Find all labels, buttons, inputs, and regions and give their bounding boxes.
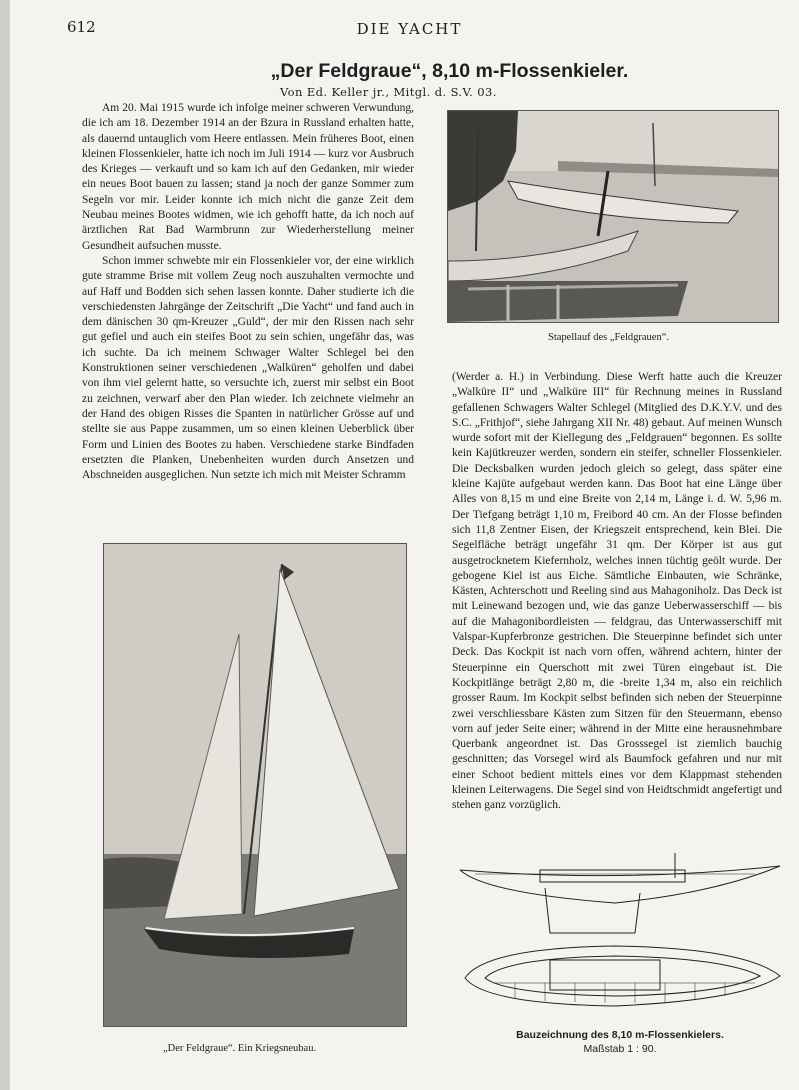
- right-text-column: [452, 370, 782, 814]
- page-edge: [0, 0, 10, 1090]
- article-byline: Von Ed. Keller jr., Mitgl. d. S.V. 03.: [280, 85, 497, 99]
- paragraph-3: (Werder a. H.) in Verbindung. Diese Werft hatte auch die Kreuzer „Walküre II“ und „Walküre III“ für Rechnung meines in Russland gefallenen Schwagers Walter Schlegel (Mitglied des D.K.Y.V. und des S.C. „Frithjof“, siehe Jahrgang XII Nr. 48) gebaut. Auf meinen Wunsch wurde sofort mit der Kiellegung des „Feldgrauen“ begonnen. Es sollte kein Kajütkreuzer werden, sondern ein steifer, schneller Flossenkieler. Die Decksbalken wurden jedoch gleich so gelegt, dass später eine kleine Kajüte aufgebaut werden kann. Das Boot hat eine Länge über Alles von 8,15 m und eine Breite von 2,14 m, Länge i. d. W. 5,96 m. Der Tiefgang beträgt 1,10 m, Freibord 40 cm. An der Flosse befinden sich 11,8 Zentner Eisen, der Kriegszeit entsprechend, kein Blei. Die Segelfläche beträgt ungefähr 31 qm. Der Körper ist aus gut ausgetrocknetem Kiefernholz, welches innen tüchtig geölt wurde. Der gebogene Kiel ist aus Eiche. Sämtliche Einbauten, wie Schränke, Kästen, Achterschott und Reeling sind aus Mahagoniholz. Das Deck ist mit Leinewand bezogen und, wie das ganze Ueberwasserschiff — bis auf die Mahagonibordleisten — feldgrau, das Unterwasserschiff mit Valspar-Kupferbronze gestrichen. Die Steuerpinne befindet sich unter Deck. Das Kockpit ist nach vorn offen, während achtern, hinter der Steuerpinne ein Querschott mit zwei Türen eingebaut ist. Die Kockpitlänge beträgt 2,80 m, die -breite 1,34 m, also ein reichlich grosser Raum. Im Kockpit selbst befinden sich neben der Steuerpinne zwei verschliessbare Kästen zum Sitzen für den Steuermann, ebenso vorn auf jeder Seite einer; während in der Mitte eine herausnehmbare Querbank angeordnet ist. Das Grosssegel ist ziemlich bauchig geschnitten; das Vorsegel wird als Baumfock gefahren und nur mit einer Schoot bedient mittels eines vor dem Klappmast stehenden kleinen Leiterwagens. Die Segel sind von Heidtschmidt angefertigt und stehen ganz vorzüglich.: [452, 371, 782, 812]
- launch-photo: [447, 110, 779, 323]
- journal-title: DIE YACHT: [356, 20, 463, 38]
- drawing-caption-scale: Maßstab 1 : 90.: [583, 1043, 657, 1055]
- sailing-photo: [103, 543, 407, 1027]
- sailing-photo-caption: „Der Feldgraue“. Ein Kriegsneubau.: [163, 1043, 317, 1054]
- launch-photo-caption: Stapellauf des „Feldgrauen“.: [548, 332, 669, 343]
- article-title: „Der Feldgraue“, 8,10 m-Flossenkieler.: [270, 60, 629, 82]
- paragraph-2: Schon immer schwebte mir ein Flossenkieler vor, der eine wirklich gute stramme Brise mit vollem Zeug noch auszuhalten vermochte und auf Haff und Bodden sich sehen lassen konnte. Daher studierte ich die verschiedensten Jahrgänge der Zeitschrift „Die Yacht“ und fand auch in dem dänischen 30 qm-Kreuzer „Guld“, der mir den Rissen nach sehr gut gefiel und auch ein steifes Boot zu sein schien, ungefähr das, was ich suchte. Da ich meinem Schwager Walter Schlegel bei den Konstruktionen seiner verschiedenen „Walküren“ geholfen und dabei von ihm viel gelernt hatte, so versuchte ich, zuerst mir selbst ein Boot zu zeichnen, verwarf aber den Plan wieder. Ich zeichnete vielmehr an der Hand des obigen Risses die Spanten in natürlicher Grösse auf und stellte sie aus Pappe zusammen, um so einen kleinen Ueberblick über Form und Linien des Bootes zu haben. Verschiedene starke Bindfaden ersetzten die Planken, Unebenheiten wurden durch Ansetzen und Abschneiden ausgeglichen. Nun setzte ich mich mit Meister Schramm: [82, 254, 414, 482]
- construction-drawing: [455, 848, 785, 1026]
- left-text-column: [82, 101, 414, 483]
- drawing-caption-title: Bauzeichnung des 8,10 m-Flossenkielers.: [516, 1029, 724, 1041]
- paragraph-1: Am 20. Mai 1915 wurde ich infolge meiner schweren Verwundung, die ich am 18. Dezember 1914 an der Bzura in Russland erhalten hatte, als dauernd untauglich vom Heere entlassen. Mein früheres Boot, einen kleinen Flossenkieler, hatte ich noch im Juli 1914 — kurz vor Ausbruch des Krieges — verkauft und so kam ich auf den Gedanken, mir wieder ein neues Boot bauen zu lassen; stand ja noch der ganze Sommer zum Segeln vor mir. Leider konnte ich mich nicht die ganze Zeit dem Neubau meines Bootes widmen, wie ich gehofft hatte, da ich noch auf ärztlichen Rat Bad Warmbrunn zur Wiederherstellung meiner Gesundheit aufsuchen musste.: [82, 102, 414, 252]
- construction-drawing-caption: [455, 1028, 785, 1056]
- page-number: 612: [67, 18, 96, 36]
